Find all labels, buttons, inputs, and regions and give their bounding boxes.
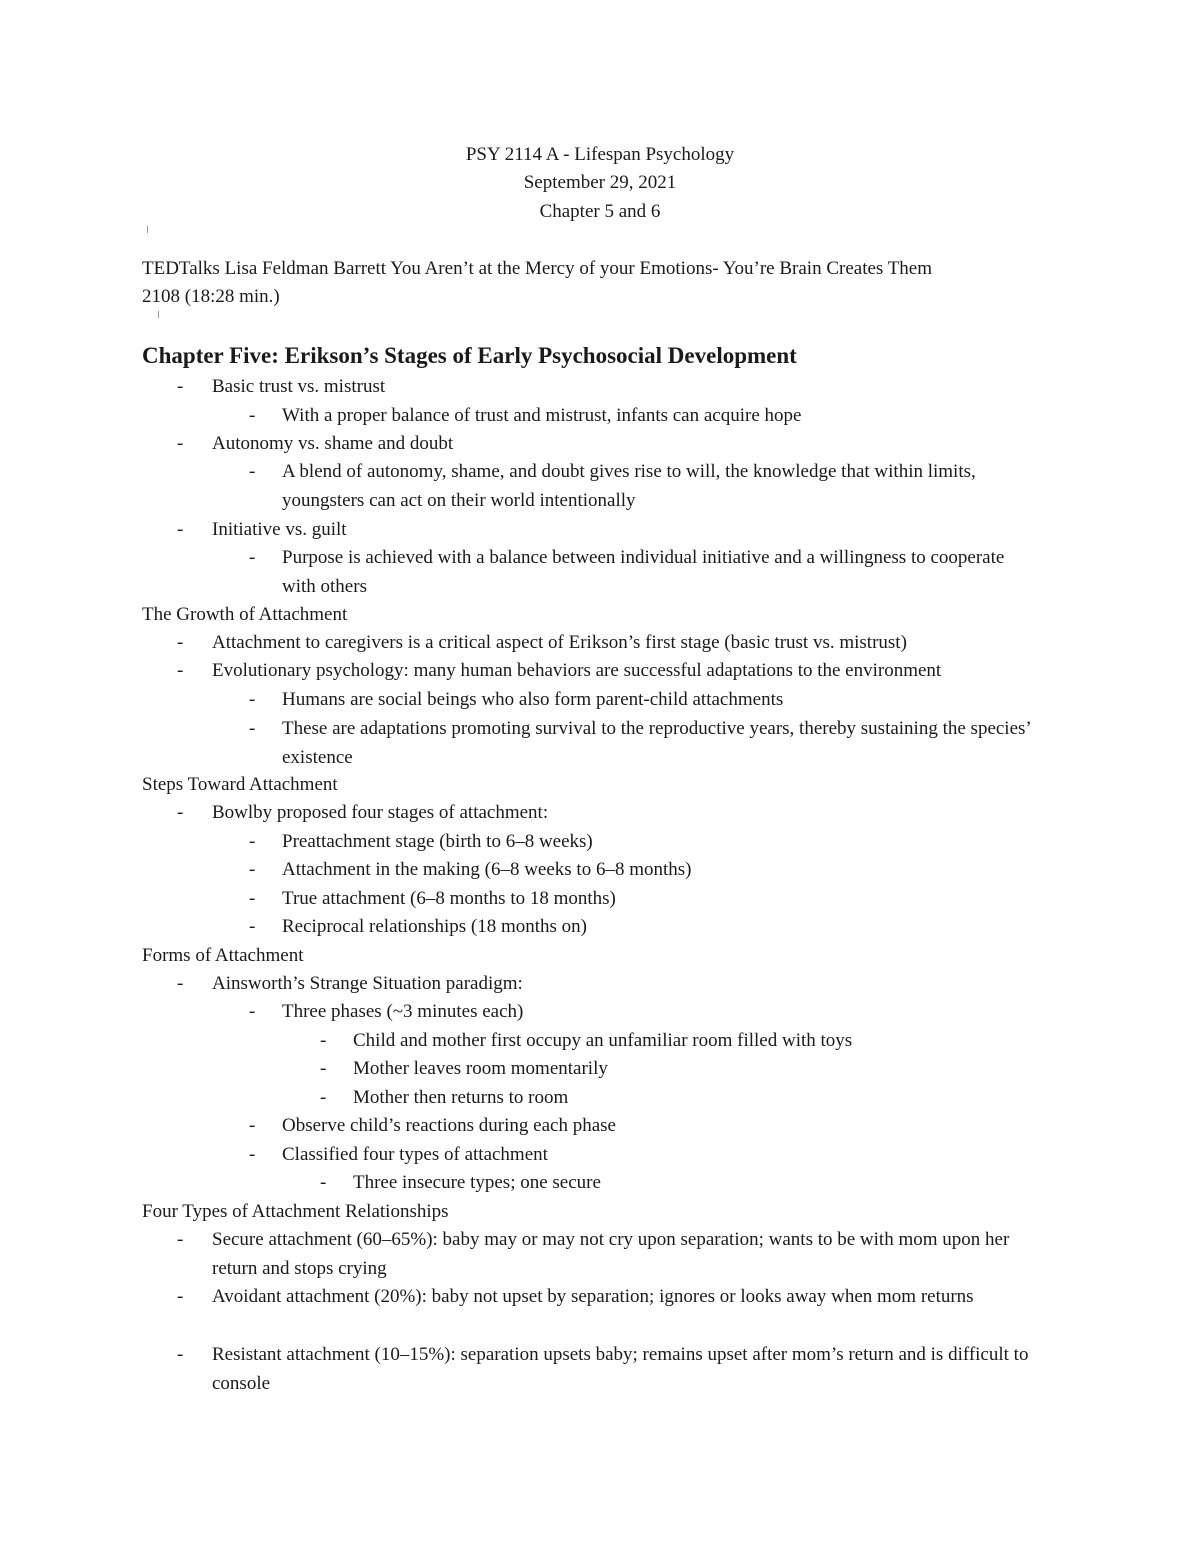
list-item-social-beings: Humans are social beings who also form parent-child attachments bbox=[282, 689, 784, 710]
list-item-in-the-making: Attachment in the making (6–8 weeks to 6–8 months) bbox=[282, 859, 692, 880]
section-title-four-types: Four Types of Attachment Relationships bbox=[142, 1201, 449, 1222]
list-item-resistant: Resistant attachment (10–15%): separation upsets baby; remains upset after mom’s return and is difficult to console bbox=[212, 1344, 1029, 1394]
bullet-dash: - bbox=[249, 547, 256, 568]
list-item-phase-3: Mother then returns to room bbox=[353, 1087, 569, 1108]
list-item-caregivers: Attachment to caregivers is a critical aspect of Erikson’s first stage (basic trust vs. mistrust) bbox=[212, 632, 907, 653]
list-item-hope: With a proper balance of trust and mistrust, infants can acquire hope bbox=[282, 405, 802, 426]
bullet-dash: - bbox=[249, 461, 256, 482]
paragraph-mark bbox=[147, 226, 148, 233]
bullet-dash: - bbox=[249, 1144, 256, 1165]
bullet-dash: - bbox=[177, 660, 184, 681]
list-item-autonomy: Autonomy vs. shame and doubt bbox=[212, 433, 454, 454]
list-item-adaptations: These are adaptations promoting survival to the reproductive years, thereby sustaining the species’ existence bbox=[282, 718, 1031, 768]
list-item-bowlby: Bowlby proposed four stages of attachment: bbox=[212, 802, 549, 823]
bullet-dash: - bbox=[177, 973, 184, 994]
bullet-dash: - bbox=[177, 802, 184, 823]
bullet-dash: - bbox=[177, 433, 184, 454]
list-item-initiative: Initiative vs. guilt bbox=[212, 519, 347, 540]
bullet-dash: - bbox=[320, 1058, 327, 1079]
list-item-classified: Classified four types of attachment bbox=[282, 1144, 548, 1165]
list-item-purpose: Purpose is achieved with a balance between individual initiative and a willingness to cooperate with others bbox=[282, 547, 1005, 597]
bullet-dash: - bbox=[177, 632, 184, 653]
chapter-range: Chapter 5 and 6 bbox=[539, 201, 661, 222]
list-item-insecure-types: Three insecure types; one secure bbox=[353, 1172, 601, 1193]
bullet-dash: - bbox=[320, 1172, 327, 1193]
ted-talk-line-1: TEDTalks Lisa Feldman Barrett You Aren’t at the Mercy of your Emotions- You’re Brain Creates Them bbox=[142, 258, 933, 279]
bullet-dash: - bbox=[177, 519, 184, 540]
paragraph-mark bbox=[158, 311, 159, 318]
bullet-dash: - bbox=[249, 1115, 256, 1136]
bullet-dash: - bbox=[177, 1344, 184, 1365]
list-item-preattachment: Preattachment stage (birth to 6–8 weeks) bbox=[282, 831, 593, 852]
list-item-reciprocal: Reciprocal relationships (18 months on) bbox=[282, 916, 587, 937]
list-item-observe: Observe child’s reactions during each phase bbox=[282, 1115, 616, 1136]
course-title: PSY 2114 A - Lifespan Psychology bbox=[465, 144, 735, 165]
list-item-true-attachment: True attachment (6–8 months to 18 months) bbox=[282, 888, 616, 909]
bullet-dash: - bbox=[177, 376, 184, 397]
bullet-dash: - bbox=[177, 1286, 184, 1307]
list-item-phase-1: Child and mother first occupy an unfamiliar room filled with toys bbox=[353, 1030, 853, 1051]
bullet-dash: - bbox=[249, 916, 256, 937]
lecture-date: September 29, 2021 bbox=[523, 172, 677, 193]
bullet-dash: - bbox=[320, 1087, 327, 1108]
chapter-five-heading: Chapter Five: Erikson’s Stages of Early Psychosocial Development bbox=[142, 343, 797, 368]
list-item-strange-situation: Ainsworth’s Strange Situation paradigm: bbox=[212, 973, 523, 994]
section-title-forms: Forms of Attachment bbox=[142, 945, 304, 966]
list-item-phase-2: Mother leaves room momentarily bbox=[353, 1058, 608, 1079]
section-title-steps: Steps Toward Attachment bbox=[142, 774, 338, 795]
section-title-growth: The Growth of Attachment bbox=[142, 604, 348, 625]
list-item-avoidant: Avoidant attachment (20%): baby not upset by separation; ignores or looks away when mom returns bbox=[212, 1286, 974, 1307]
bullet-dash: - bbox=[249, 859, 256, 880]
list-item-will: A blend of autonomy, shame, and doubt gives rise to will, the knowledge that within limits, youngsters can act on their world intentionally bbox=[282, 461, 976, 511]
bullet-dash: - bbox=[249, 718, 256, 739]
bullet-dash: - bbox=[249, 689, 256, 710]
bullet-dash: - bbox=[249, 405, 256, 426]
bullet-dash: - bbox=[249, 831, 256, 852]
bullet-dash: - bbox=[249, 1001, 256, 1022]
list-item-basic-trust: Basic trust vs. mistrust bbox=[212, 376, 386, 397]
list-item-secure: Secure attachment (60–65%): baby may or may not cry upon separation; wants to be with mom upon her return and stops crying bbox=[212, 1229, 1010, 1279]
bullet-dash: - bbox=[249, 888, 256, 909]
ted-talk-line-2: 2108 (18:28 min.) bbox=[142, 286, 280, 307]
bullet-dash: - bbox=[320, 1030, 327, 1051]
list-item-evolutionary: Evolutionary psychology: many human behaviors are successful adaptations to the environment bbox=[212, 660, 942, 681]
bullet-dash: - bbox=[177, 1229, 184, 1250]
list-item-three-phases: Three phases (~3 minutes each) bbox=[282, 1001, 524, 1022]
